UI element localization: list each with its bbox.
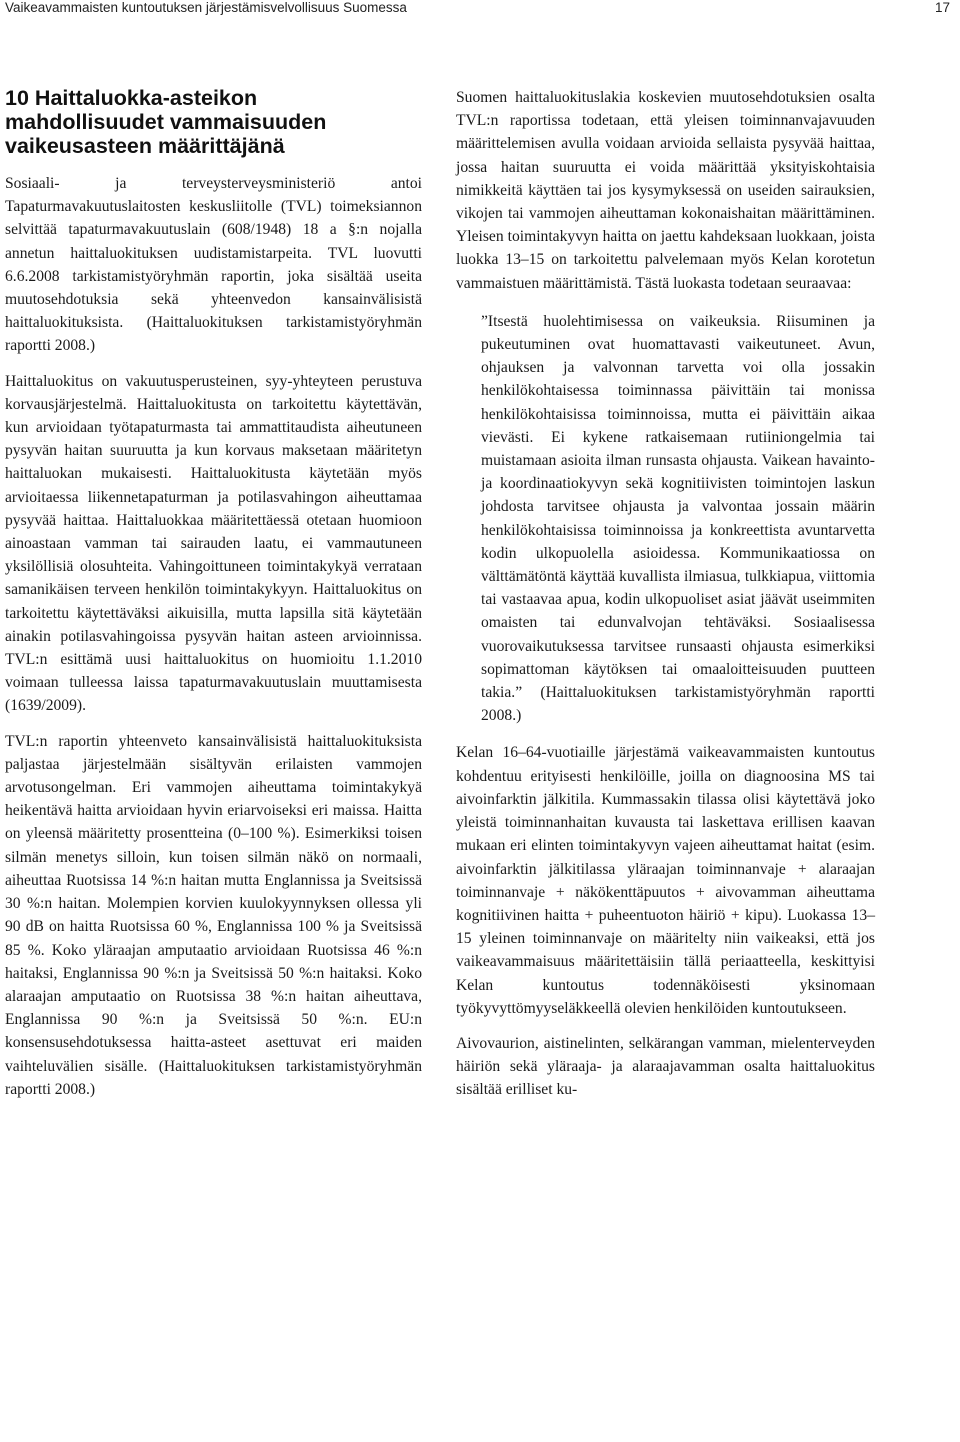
paragraph-intro: Sosiaali- ja terveysterveysministeriö antoi Tapaturmavakuutuslaitosten keskusliitolle (TVL) toimeksiannon selvittää tapaturmavakuutuslain (608/1948) 18 a §:n nojalla annetun haittaluokituksen uudistamistarpeita. TVL luovutti 6.6.2008 tarkistamistyöryhmän raportin, joka sisältää useita muutosehdotuksia sekä yhteenvedon kansainvälisistä haittaluokituksista. (Haittaluokituksen tarkistamistyöryhmän raportti 2008.) [5, 175, 422, 355]
running-header [5, 0, 950, 16]
section-title-line-1: Haittaluokka-asteikon [34, 86, 258, 110]
paragraph-kela: Kelan 16–64-vuotiaille järjestämä vaikeavammaisten kuntoutus kohdentuu erityisesti henkilöille, joilla on diagnoosina MS tai aivoinfarktin jälkitila. Kummassakin tilassa olisi käytettävä joko yleistä toiminnanhaitan kuvausta tai laskettava erillisen kaavan mukaan eri elinten toimintakyvyn vajeen aiheuttamat haitat (esim. aivoinfarktin jälkitilassa yläraajan toiminnanvaje + alaraajan toiminnanvaje + näkökenttäpuutos + aivovamman aiheuttama kognitiivinen haitta + puheentuoton häiriö + kipu). Luokassa 13–15 yleinen toiminnanvaje on määritelty niin vaikeaksi, että jos vaikeavammaisuus määritettäisiin tällä periaatteella, keskittyisi Kelan kuntoutus todennäköisesti yksinomaan työkyvyttömyyseläkkeellä olevien henkilöiden kuntoutukseen. [456, 744, 875, 1017]
block-quote: ”Itsestä huolehtimisessa on vaikeuksia. Riisuminen ja pukeutuminen ovat huomattavasti vaikeutuneet. Avun, ohjauksen ja valvonnan tarvetta voi olla jossakin henkilökohtaisessa toiminnassa päivittäin tai monissa henkilökohtaisissa toiminnoissa, mutta ei päivittäin aikaa vievästi. Ei kykene ratkaisemaan rutiiniongelmia tai muistamaan asioita ilman runsasta ohjausta. Vaikean havainto- ja koordinaatiokyvyn sekä kognitiivisten toimintojen laskun johdosta tarvitsee ohjausta ja valvontaa jossain määrin henkilökohtaisissa toiminnoissa ja konkreettista avuntarvetta kodin ulkopuolella asioidessa. Kommunikaatiossa on välttämätöntä käyttää kuvallista ilmiasua, tulkkiapua, viittomia tai vastaavaa apua, kodin ulkopuoliset asiat jäävät useimmiten omaisten tai edunvalvojan tehtäväksi. Sosiaalisessa vuorovaikutuksessa tarvitsee runsaasti ohjausta esimerkiksi sopimattoman käytöksen tai omaaloitteisuuden puutteen takia.” (Haittaluokituksen tarkistamistyöryhmän raportti 2008.) [481, 312, 875, 725]
paragraph-haittaluokitus: Haittaluokitus on vakuutusperusteinen, syy-yhteyteen perustuva korvausjärjestelmä. Haittaluokitusta on tarkoitettu käytettävän, kun arvioidaan työtapaturmasta tai ammattitaudista aiheutuneen pysyvän haitan suuruutta ja kun korvaus maksetaan määritetyn haittaluokan mukaisesti. Haittaluokitusta käytetään myös arvioitaessa liikennetapaturman ja potilasvahingon aiheuttamaa pysyvää haittaa. Haittaluokkaa määritettäessä otetaan huomioon ainoastaan vamman tai sairauden laatu, ei vammautuneen yksilöllisiä olosuhteita. Vahingoittuneen toimintakykyä verrataan samanikäisen terveen henkilön toimintakykyyn. Haittaluokitus on tarkoitettu käytettäväksi aikuisilla, mutta lapsilla sitä käytetään ainakin potilasvahingoissa pysyvän haitan asteen arvioinnissa. TVL:n esittämä uusi haittaluokitus on huomioitu 1.1.2010 voimaan tulleessa laissa tapaturmavakuutuslain muuttamisesta (1639/2009). [5, 372, 422, 715]
paragraph-international: TVL:n raportin yhteenveto kansainvälisistä haittaluokituksista paljastaa järjestelmään sisältyvän erilaisten vammojen arvotusongelman. Eri vammojen aiheuttama toimintakykyä heikentävä haitta arvioidaan hyvin eriarvoiseksi eri maissa. Haitta on yleensä määritetty prosentteina (0–100 %). Esimerkiksi toisen silmän menetys silloin, kun toisen silmän näkö on normaali, aiheuttaa Ruotsissa 14 %:n haitan mutta Englannissa ja Sveitsissä 30 %:n haitan. Molempien korvien kuulokyynnyksen ollessa yli 90 dB on haitta Ruotsissa 60 %, Englannissa 100 % ja Sveitsissä 85 %. Koko yläraajan amputaatio arvioidaan Ruotsissa 46 %:n haitaksi, Englannissa 90 %:n ja Sveitsissä 50 %:n haitaksi. Koko alaraajan amputaatio on Ruotsissa 38 %:n haitan aiheuttava, Englannissa 90 %:n ja Sveitsissä 50 %:n. EU:n konsensusehdotuksessa haitta-asteet asettuvat eri maiden vaihteluvälien sisälle. (Haittaluokituksen tarkistamistyöryhmän raportti 2008.) [5, 732, 422, 1098]
left-column [5, 86, 422, 1101]
paragraph-proposals: Suomen haittaluokituslakia koskevien muutosehdotuksien osalta TVL:n raportissa todetaan, että yleisen toiminnanvajavuuden määrittelemisen avulla voidaan arvioida sellaista pysyvää haittaa, jossa haitan suuruutta ei voida määrittää yksityiskohtaisia nimikkeitä käyttäen tai jos kysymyksessä on useiden sairauksien, vikojen tai vammojen aiheuttaman kokonaishaitan määrittäminen. Yleisen toimintakyvyn haitta on jaettu kahdeksaan luokkaan, joista luokka 13–15 on tarkoitettu palvelemaan myös Kelan korotetun vammaistuen määrittämistä. Tästä luokasta todetaan seuraavaa: [456, 89, 875, 292]
section-heading [5, 86, 422, 158]
section-number: 10 [5, 86, 29, 110]
paragraph-aivovaurio: Aivovaurion, aistinelinten, selkärangan vamman, mielenterveyden häiriön sekä yläraaja- ja alaraajavamman osalta haittaluokitus sisältää erilliset ku- [456, 1034, 875, 1099]
page-number: 17 [934, 0, 950, 15]
header-title: Vaikeavammaisten kuntoutuksen järjestämisvelvollisuus Suomessa [5, 0, 407, 15]
section-title-line-3: vaikeusasteen määrittäjänä [5, 134, 285, 158]
section-title-line-2: mahdollisuudet vammaisuuden [5, 110, 327, 134]
right-column [456, 86, 875, 1102]
